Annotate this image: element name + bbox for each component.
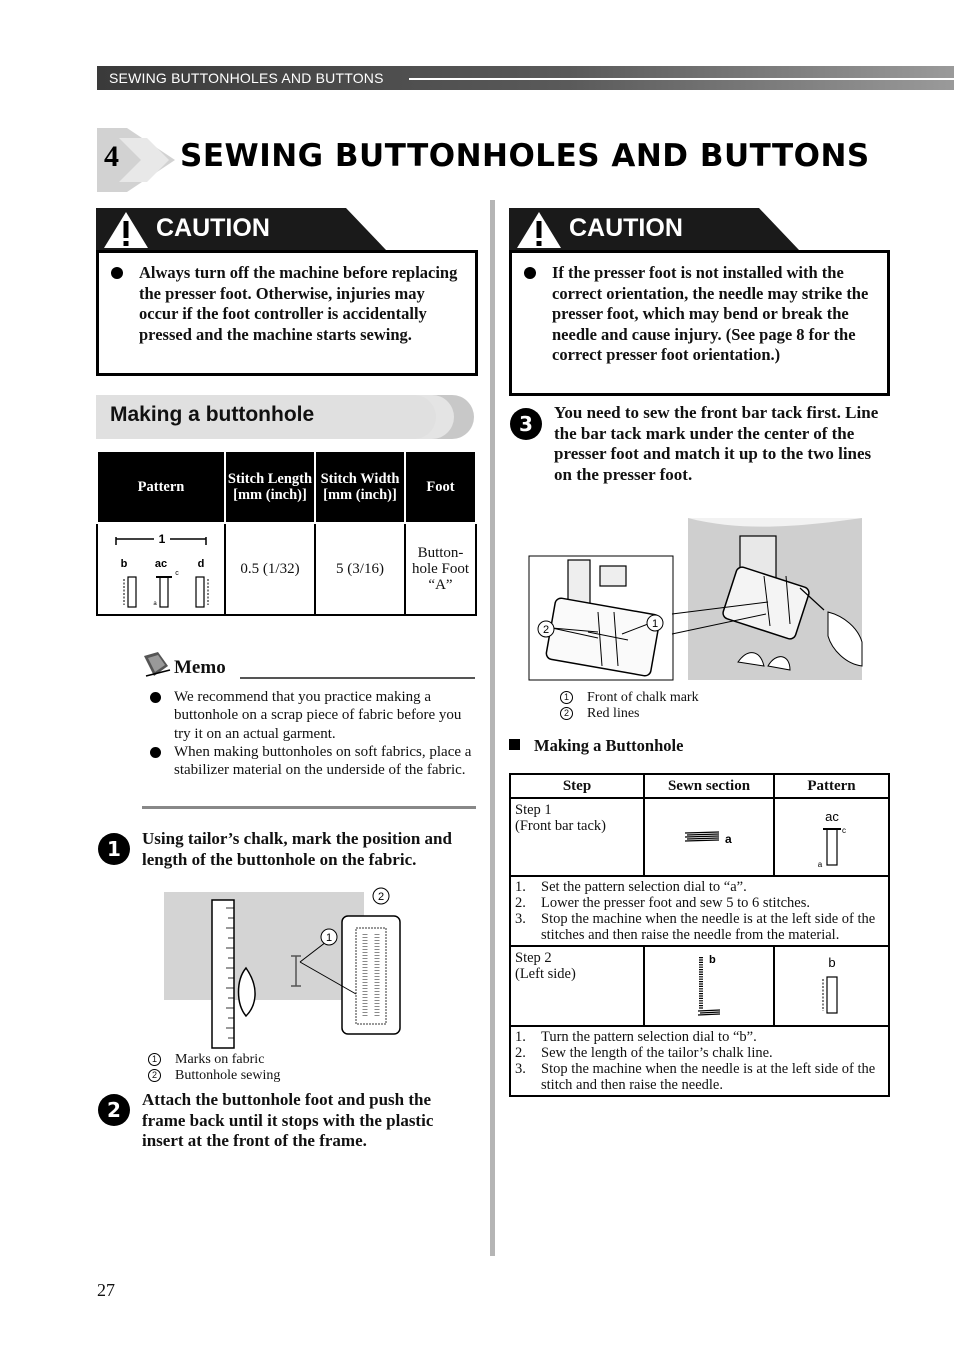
subsection-heading <box>509 736 683 756</box>
callout-1: 1 <box>651 618 659 630</box>
instruction-number: 3. <box>515 1061 526 1077</box>
caption-text: Buttonhole sewing <box>175 1068 281 1083</box>
pattern-cell <box>774 946 889 1026</box>
step-sublabel: (Front bar tack) <box>515 818 606 834</box>
instruction-cell <box>510 876 889 946</box>
sewn-label: a <box>725 832 732 846</box>
pattern-label: b <box>827 955 836 970</box>
memo-title: Memo <box>174 657 226 678</box>
pattern-label-d: d <box>197 557 205 570</box>
caption-text: Red lines <box>587 706 640 721</box>
bullet-icon <box>150 692 161 703</box>
caution-header <box>96 208 388 250</box>
pattern-label: a <box>817 860 822 869</box>
table-header: Pattern <box>97 451 225 523</box>
caption-text: Front of chalk mark <box>587 690 699 705</box>
chapter-number: 4 <box>104 140 119 173</box>
instruction-item <box>515 1045 884 1061</box>
caution-box <box>509 250 890 396</box>
bullet-icon <box>111 267 123 279</box>
caution-label: CAUTION <box>569 214 683 242</box>
buttonhole-pattern-icon <box>106 525 216 609</box>
instruction-number: 3. <box>515 911 526 927</box>
pattern-cell <box>97 523 225 615</box>
figure-caption <box>148 1052 264 1068</box>
instruction-item <box>515 1029 884 1045</box>
step-text: Using tailor’s chalk, mark the position and length of the buttonhole on the fabric. <box>142 829 452 869</box>
memo-text: We recommend that you practice making a buttonhole on a scrap piece of fabric before you try it on an actual garment. <box>174 689 462 742</box>
pattern-label: ac <box>824 809 839 824</box>
table-header: Stitch Length [mm (inch)] <box>225 451 315 523</box>
sewn-section-cell <box>644 946 774 1026</box>
step-number: 2 <box>98 1094 130 1126</box>
subsection-title: Making a Buttonhole <box>534 736 684 755</box>
pattern-cell <box>774 798 889 876</box>
instruction-item <box>515 911 884 943</box>
instruction-number: 2. <box>515 895 526 911</box>
pattern-label-c: c <box>175 569 179 577</box>
step-cell <box>510 798 644 876</box>
memo-text: When making buttonholes on soft fabrics, place a stabilizer material on the underside of the fabric. <box>174 743 472 779</box>
pattern-label-1: 1 <box>158 531 166 546</box>
figure-caption <box>560 706 640 722</box>
pattern-b-icon <box>802 947 862 1021</box>
caption-number: 2 <box>148 1069 161 1082</box>
instruction-item <box>515 895 884 911</box>
bar-tack-stitch-icon <box>645 799 771 871</box>
stitch-length-value: 0.5 (1/32) <box>225 523 315 615</box>
step-text: Attach the buttonhole foot and push the frame back until it stops with the plastic insert at the front of the frame. <box>142 1090 434 1151</box>
caution-box <box>96 250 478 376</box>
stitch-width-value: 5 (3/16) <box>315 523 405 615</box>
buttonhole-steps-table <box>509 773 890 1097</box>
caution-header <box>509 208 801 250</box>
instruction-number: 2. <box>515 1045 526 1061</box>
callout-2: 2 <box>542 624 550 636</box>
figure-caption <box>148 1068 280 1084</box>
callout-1: 1 <box>325 932 333 944</box>
caption-text: Marks on fabric <box>175 1052 265 1067</box>
instruction-text: Stop the machine when the needle is at the left side of the stitch and then raise the needle. <box>541 1061 876 1093</box>
page-number: 27 <box>97 1280 115 1300</box>
step-text: You need to sew the front bar tack first. Line the bar tack mark under the center of the presser foot and match it up to the two lines on the presser foot. <box>554 403 879 485</box>
pattern-ac-icon <box>802 799 862 871</box>
caption-number: 1 <box>148 1053 161 1066</box>
running-title: SEWING BUTTONHOLES AND BUTTONS <box>109 70 384 86</box>
stitch-settings-table <box>96 450 477 616</box>
presser-foot-figure <box>528 516 864 684</box>
instruction-text: Lower the presser foot and sew 5 to 6 stitches. <box>541 895 810 911</box>
running-header <box>97 66 954 90</box>
memo-bottom-rule <box>142 806 476 809</box>
caution-label: CAUTION <box>156 214 270 242</box>
figure-caption <box>560 690 699 706</box>
pattern-label-b: b <box>120 557 128 570</box>
step-number: 3 <box>510 408 542 440</box>
header-rule <box>409 78 954 80</box>
table-header: Stitch Width [mm (inch)] <box>315 451 405 523</box>
column-divider <box>490 200 495 1256</box>
memo-item <box>148 743 478 780</box>
caution-text: If the presser foot is not installed with the correct orientation, the needle may strike the presser foot, which may bend or break the needle and cause injury. (See page 8 for the correct presser foot orientation.) <box>552 263 869 364</box>
step-label: Step 2 <box>515 950 552 966</box>
foot-value: Button-hole Foot “A” <box>405 523 476 615</box>
bullet-icon <box>524 267 536 279</box>
section-title: Making a buttonhole <box>110 403 315 426</box>
table-header: Sewn section <box>644 774 774 798</box>
instruction-text: Stop the machine when the needle is at the left side of the stitches and then raise the needle from the material. <box>541 911 876 943</box>
step-label: Step 1 <box>515 802 552 818</box>
callout-2: 2 <box>377 891 385 903</box>
caption-number: 2 <box>560 707 573 720</box>
step-sublabel: (Left side) <box>515 966 576 982</box>
instruction-number: 1. <box>515 1029 526 1045</box>
pattern-label-ac: ac <box>154 557 168 570</box>
caption-number: 1 <box>560 691 573 704</box>
table-header: Step <box>510 774 644 798</box>
bullet-icon <box>150 747 161 758</box>
memo-list <box>148 688 478 779</box>
instruction-text: Set the pattern selection dial to “a”. <box>541 879 747 895</box>
pattern-label-a: a <box>153 600 157 607</box>
step-cell <box>510 946 644 1026</box>
memo-icon <box>140 650 172 680</box>
step-number: 1 <box>98 833 130 865</box>
chalk-marking-figure <box>160 884 410 1052</box>
instruction-text: Turn the pattern selection dial to “b”. <box>541 1029 757 1045</box>
sewn-label: b <box>709 954 716 966</box>
square-bullet-icon <box>509 739 520 750</box>
left-side-stitch-icon <box>645 947 771 1021</box>
caution-item <box>99 263 465 345</box>
instruction-item <box>515 879 884 895</box>
instruction-cell <box>510 1026 889 1096</box>
caution-item <box>512 263 875 366</box>
chapter-title: SEWING BUTTONHOLES AND BUTTONS <box>180 138 870 174</box>
memo-item <box>148 688 478 743</box>
instruction-number: 1. <box>515 879 526 895</box>
instruction-text: Sew the length of the tailor’s chalk line. <box>541 1045 773 1061</box>
table-header: Foot <box>405 451 476 523</box>
pattern-label: c <box>841 826 846 835</box>
instruction-item <box>515 1061 884 1093</box>
memo-rule <box>240 677 475 679</box>
caution-text: Always turn off the machine before replacing the presser foot. Otherwise, injuries may occur if the foot controller is accidentally pressed and the machine starts sewing. <box>139 263 458 344</box>
sewn-section-cell <box>644 798 774 876</box>
table-header: Pattern <box>774 774 889 798</box>
